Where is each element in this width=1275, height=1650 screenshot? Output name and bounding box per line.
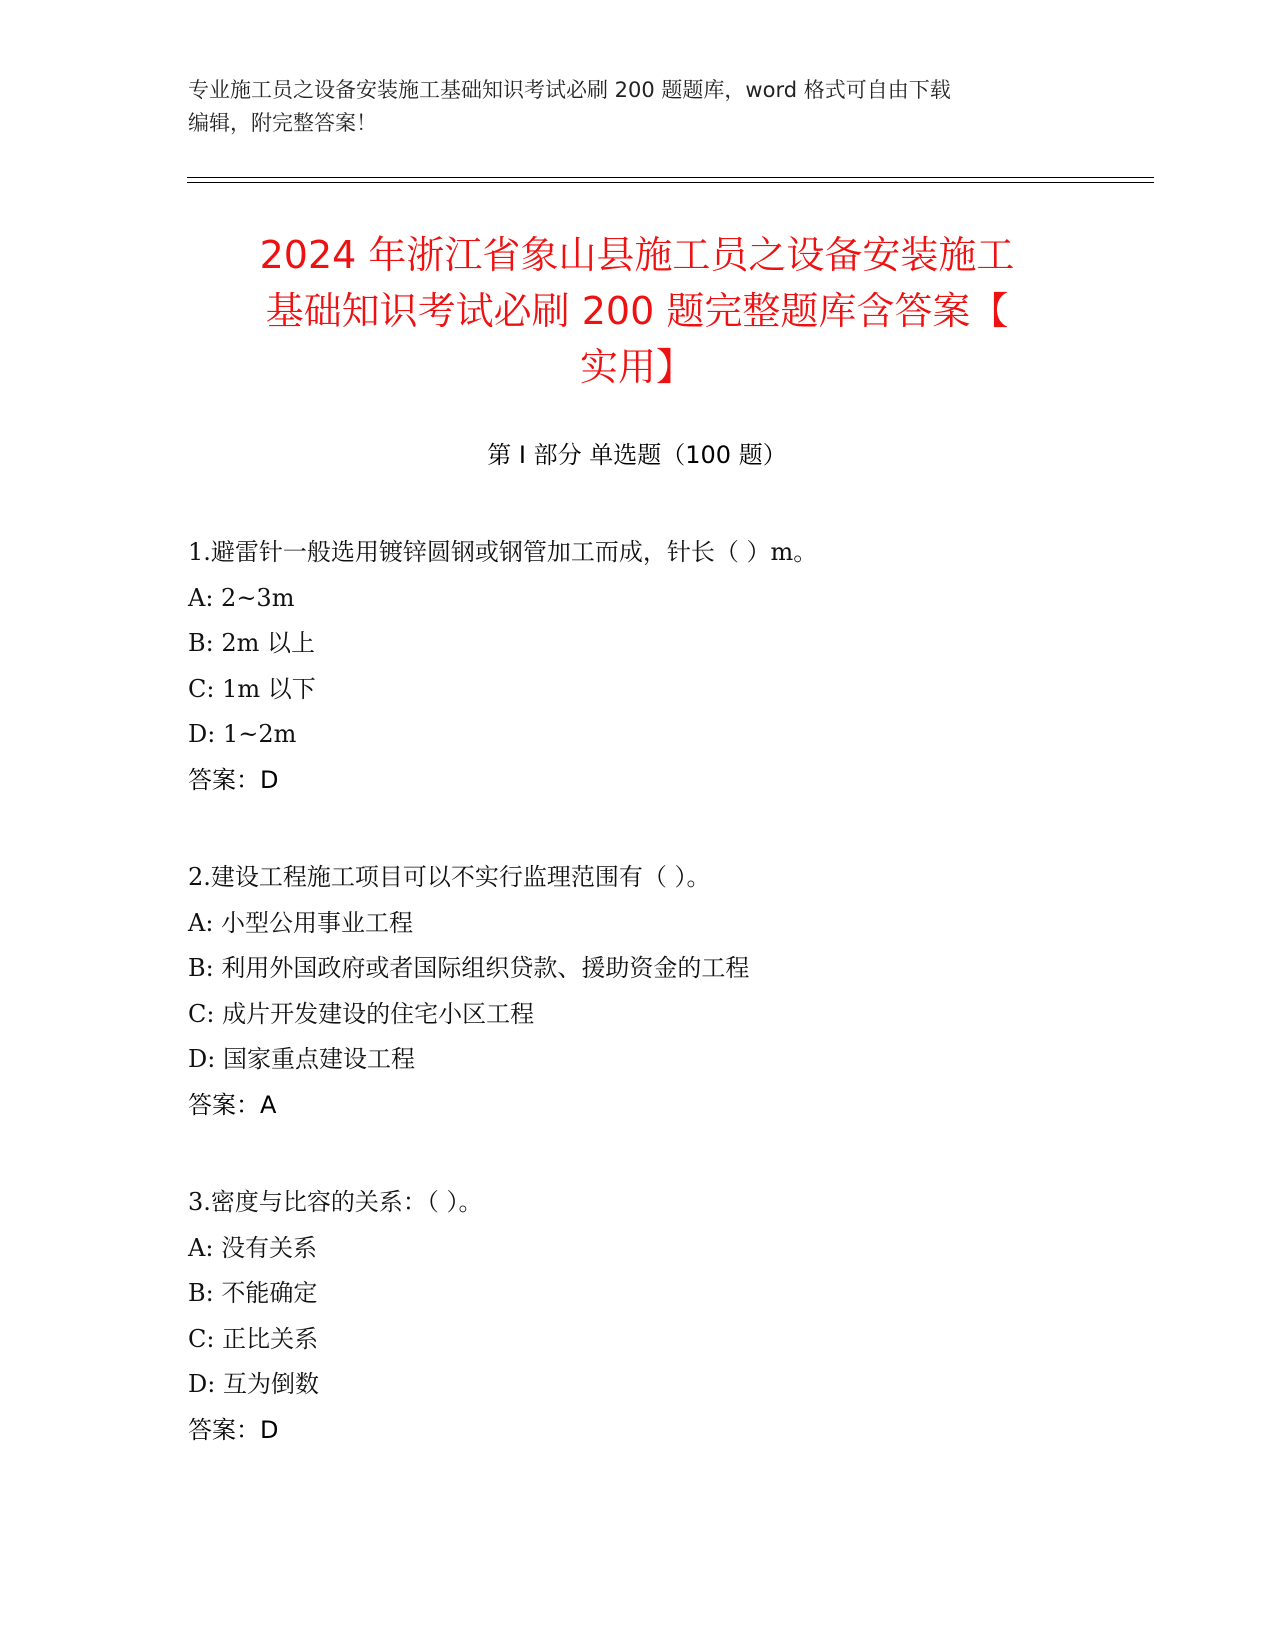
header-note-line-2: 编辑，附完整答案！ bbox=[188, 111, 377, 135]
question-list bbox=[188, 530, 1148, 1505]
question-1 bbox=[188, 530, 1148, 803]
question-stem: 2.建设工程施工项目可以不实行监理范围有（ ）。 bbox=[188, 863, 711, 891]
header-note-line-1: 专业施工员之设备安装施工基础知识考试必刷 200 题题库，word 格式可自由下载 bbox=[188, 78, 951, 102]
question-3 bbox=[188, 1180, 1148, 1453]
section-heading: 第 I 部分 单选题（100 题） bbox=[487, 441, 787, 469]
document-title-line-3: 实用】 bbox=[579, 345, 694, 389]
answer-line: 答案：D bbox=[188, 1415, 279, 1444]
option-d: D: 国家重点建设工程 bbox=[188, 1045, 415, 1073]
option-d: D: 互为倒数 bbox=[188, 1370, 319, 1398]
question-stem: 1.避雷针一般选用镀锌圆钢或钢管加工而成，针长（ ）m。 bbox=[188, 538, 818, 566]
option-b: B: 利用外国政府或者国际组织贷款、援助资金的工程 bbox=[188, 954, 750, 982]
document-title-line-1: 2024 年浙江省象山县施工员之设备安装施工 bbox=[259, 233, 1015, 277]
header-divider-bottom bbox=[187, 182, 1154, 183]
option-a: A: 没有关系 bbox=[188, 1233, 318, 1262]
question-stem: 3.密度与比容的关系：（ ）。 bbox=[188, 1188, 483, 1216]
document-title-line-2: 基础知识考试必刷 200 题完整题库含答案【 bbox=[265, 289, 1009, 333]
option-a: A: 2~3m bbox=[188, 583, 295, 612]
question-2 bbox=[188, 855, 1148, 1128]
option-b: B: 不能确定 bbox=[188, 1279, 318, 1307]
option-a: A: 小型公用事业工程 bbox=[188, 908, 414, 937]
option-c: C: 1m 以下 bbox=[188, 674, 316, 703]
option-b: B: 2m 以上 bbox=[188, 629, 316, 657]
option-c: C: 成片开发建设的住宅小区工程 bbox=[188, 999, 535, 1028]
header-divider-top bbox=[187, 177, 1154, 178]
answer-line: 答案：D bbox=[188, 765, 279, 794]
option-c: C: 正比关系 bbox=[188, 1324, 319, 1353]
answer-line: 答案：A bbox=[188, 1090, 277, 1119]
option-d: D: 1~2m bbox=[188, 720, 297, 748]
header-note bbox=[188, 74, 1088, 140]
document-title bbox=[137, 227, 1137, 395]
